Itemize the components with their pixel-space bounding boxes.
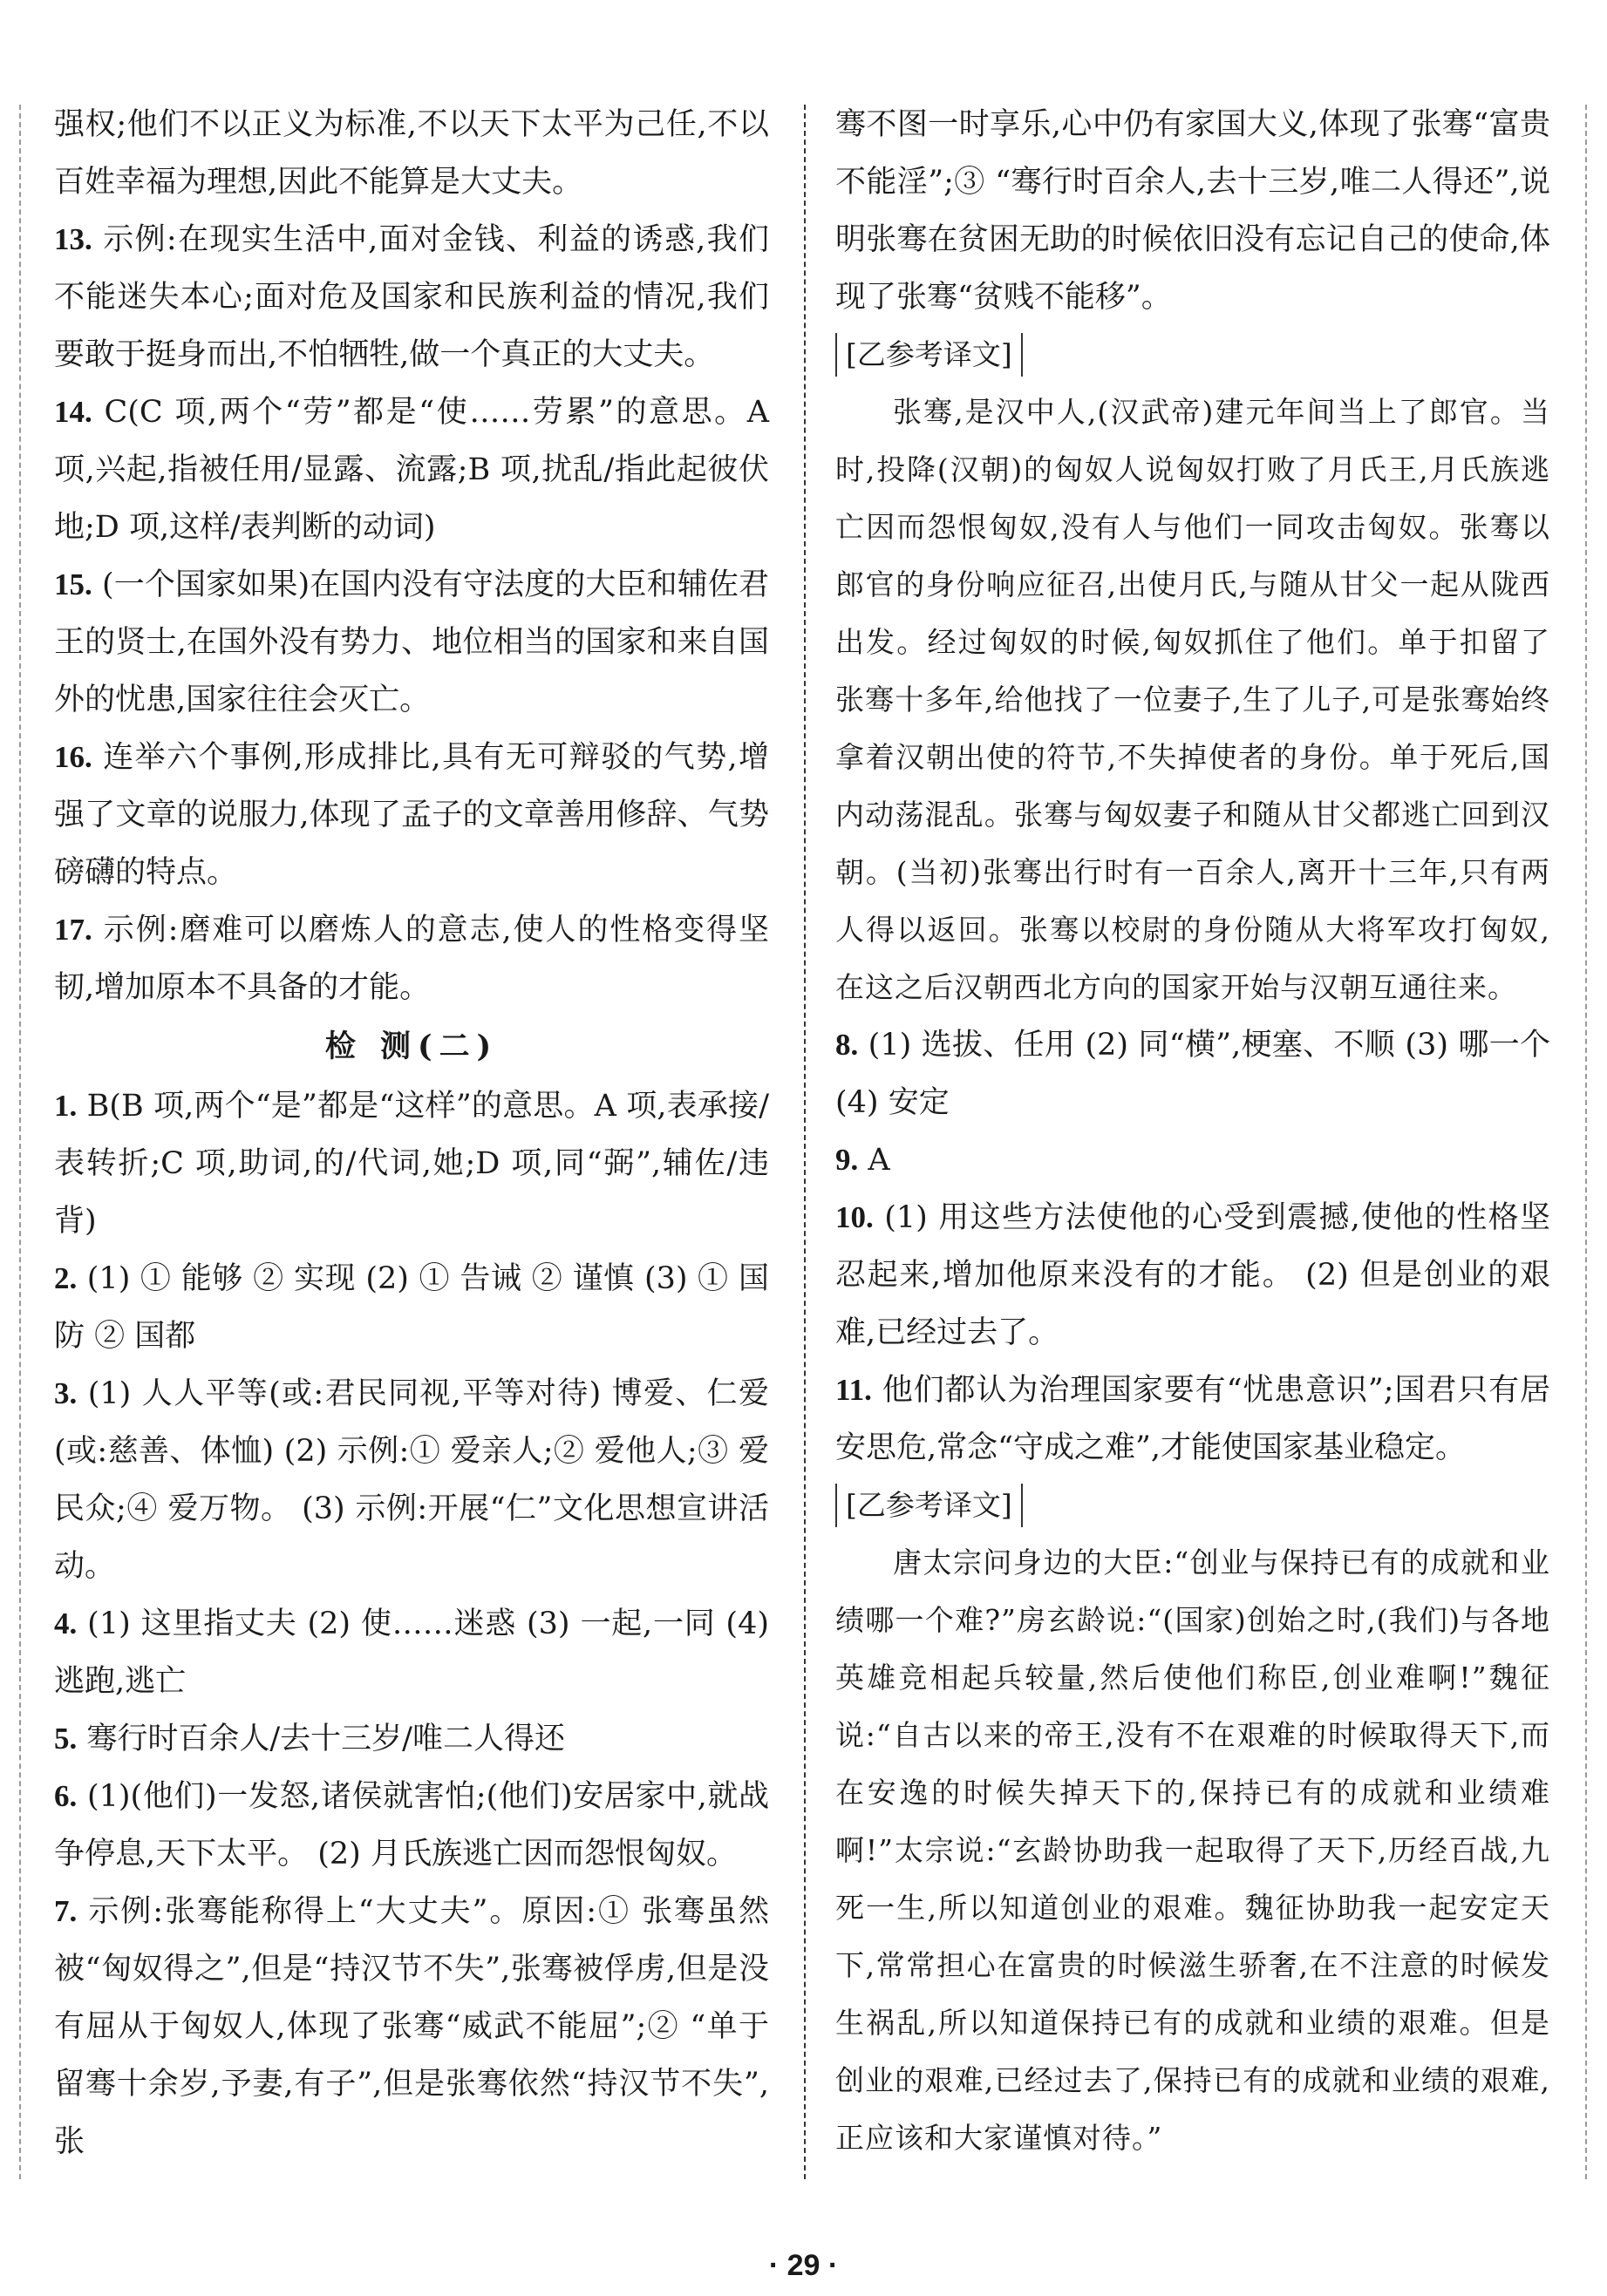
answer-13: 13. 示例:在现实生活中,面对金钱、利益的诱惑,我们不能迷失本心;面对危及国家和民族利益的情况,我们要敢于挺身而出,不怕牺牲,做一个真正的大丈夫。 [54,222,769,372]
answer-3: 3. (1) 人人平等(或:君民同视,平等对待) 博爱、仁爱(或:慈善、体恤) (2) 示例:① 爱亲人;② 爱他人;③ 爱民众;④ 爱万物。 (3) 示例:开展“仁”文化思想宣讲活动。 [54,1376,769,1584]
translation-label-1: [乙参考译文] [835,333,1023,377]
answer-11: 11. 他们都认为治理国家要有“忧患意识”;国君只有居安思危,常念“守成之难”,才能使国家基业稳定。 [835,1373,1550,1465]
answer-8: 8. (1) 选拔、任用 (2) 同“横”,梗塞、不顺 (3) 哪一个 (4) 安定 [835,1028,1550,1120]
answer-10: 10. (1) 用这些方法使他的心受到震撼,使他的性格坚忍起来,增加他原来没有的才能。 (2) 但是创业的艰难,已经过去了。 [835,1200,1550,1350]
answer-17: 17. 示例:磨难可以磨炼人的意志,使人的性格变得坚韧,增加原本不具备的才能。 [54,913,769,1005]
answer-15: 15. (一个国家如果)在国内没有守法度的大臣和辅佐君王的贤士,在国外没有势力、地位相当的国家和来自国外的忧患,国家往往会灭亡。 [54,567,769,717]
translation-2: 唐太宗问身边的大臣:“创业与保持已有的成就和业绩哪一个难?”房玄龄说:“(国家)创始之时,(我们)与各地英雄竞相起兵较量,然后使他们称臣,创业难啊!”魏征说:“自古以来的帝王,没有不在艰难的时候取得天下,而在安逸的时候失掉天下的,保持已有的成就和业绩难啊!”太宗说:“玄龄协助我一起取得了天下,历经百战,九死一生,所以知道创业的艰难。魏征协助我一起安定天下,常常担心在富贵的时候滋生骄奢,在不注意的时候发生祸乱,所以知道保持已有的成就和业绩的艰难。但是创业的艰难,已经过去了,保持已有的成就和业绩的艰难,正应该和大家谨慎对待。” [835,1545,1550,2155]
answer-4: 4. (1) 这里指丈夫 (2) 使……迷惑 (3) 一起,一同 (4) 逃跑,逃亡 [54,1607,769,1699]
section-title: 检 测(二) [324,1029,499,1064]
left-column [54,96,769,2170]
page-number: · 29 · [768,2249,839,2282]
translation-label-2: [乙参考译文] [835,1484,1023,1527]
right-edge-line [1585,105,1587,2179]
answer-6: 6. (1)(他们)一发怒,诸侯就害怕;(他们)安居家中,就战争停息,天下太平。 (2) 月氏族逃亡因而怨恨匈奴。 [54,1779,769,1871]
answer-16: 16. 连举六个事例,形成排比,具有无可辩驳的气势,增强了文章的说服力,体现了孟子的文章善用修辞、气势磅礴的特点。 [54,740,769,890]
continued-paragraph-right: 骞不图一时享乐,心中仍有家国大义,体现了张骞“富贵不能淫”;③ “骞行时百余人,去十三岁,唯二人得还”,说明张骞在贫困无助的时候依旧没有忘记自己的使命,体现了张骞“贫贱不能移”。 [835,107,1550,315]
continued-paragraph: 强权;他们不以正义为标准,不以天下太平为己任,不以百姓幸福为理想,因此不能算是大丈夫。 [54,107,769,200]
left-edge-line [19,105,21,2179]
translation-1: 张骞,是汉中人,(汉武帝)建元年间当上了郎官。当时,投降(汉朝)的匈奴人说匈奴打败了月氏王,月氏族逃亡因而怨恨匈奴,没有人与他们一同攻击匈奴。张骞以郎官的身份响应征召,出使月氏,与随从甘父一起从陇西出发。经过匈奴的时候,匈奴抓住了他们。单于扣留了张骞十多年,给他找了一位妻子,生了儿子,可是张骞始终拿着汉朝出使的符节,不失掉使者的身份。单于死后,国内动荡混乱。张骞与匈奴妻子和随从甘父都逃亡回到汉朝。(当初)张骞出行时有一百余人,离开十三年,只有两人得以返回。张骞以校尉的身份随从大将军攻打匈奴,在这之后汉朝西北方向的国家开始与汉朝互通往来。 [835,395,1550,1004]
answer-14: 14. C(C 项,两个“劳”都是“使……劳累”的意思。A 项,兴起,指被任用/显露、流露;B 项,扰乱/指此起彼伏地;D 项,这样/表判断的动词) [54,395,769,545]
answer-7: 7. 示例:张骞能称得上“大丈夫”。原因:① 张骞虽然被“匈奴得之”,但是“持汉节不失”,张骞被俘虏,但是没有屈从于匈奴人,体现了张骞“威武不能屈”;② “单于留骞十余岁,予妻,有子”,但是张骞依然“持汉节不失”,张 [54,1894,769,2159]
answer-2: 2. (1) ① 能够 ② 实现 (2) ① 告诫 ② 谨慎 (3) ① 国防 ② 国都 [54,1261,769,1354]
answer-9: 9. A [835,1143,890,1178]
right-column [835,96,1550,2167]
column-divider [804,105,806,2179]
answer-1: 1. B(B 项,两个“是”都是“这样”的意思。A 项,表承接/表转折;C 项,助词,的/代词,她;D 项,同“弼”,辅佐/违背) [54,1089,769,1239]
answer-5: 5. 骞行时百余人/去十三岁/唯二人得还 [54,1722,565,1756]
